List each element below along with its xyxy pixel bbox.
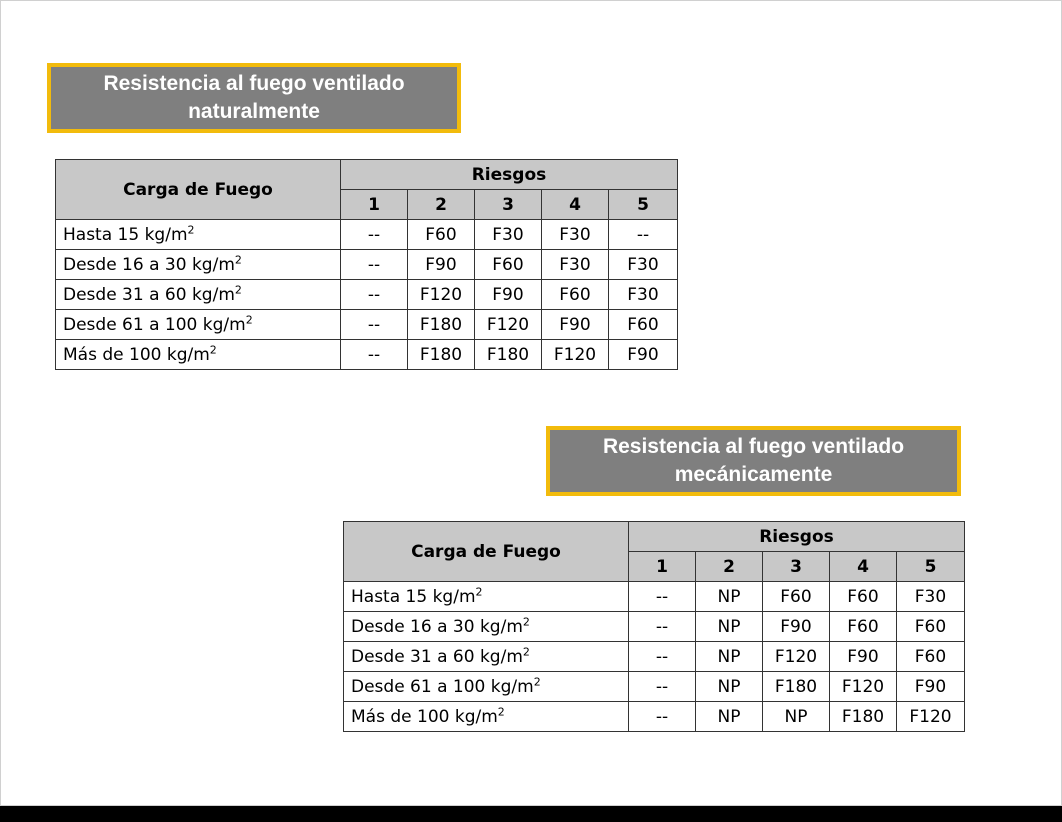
value-cell: F180 [763,672,830,702]
value-cell: NP [696,582,763,612]
table-row [56,340,678,370]
value-cell: F60 [763,582,830,612]
value-cell: F60 [897,642,965,672]
value-cell: F180 [408,310,475,340]
value-cell: -- [629,642,696,672]
title-line-2: mecánicamente [674,463,833,486]
risk-level: 4 [830,552,897,582]
value-cell: -- [629,702,696,732]
value-cell: F120 [830,672,897,702]
table-row [344,672,965,702]
value-cell: -- [341,280,408,310]
value-cell: NP [696,672,763,702]
value-cell: F30 [475,220,542,250]
load-cell: Hasta 15 $kg/m^2$ [344,582,629,612]
title-line-2: naturalmente [188,100,320,123]
risk-level: 5 [609,190,678,220]
title-line-1: Resistencia al fuego ventilado [103,72,405,95]
table-row [344,702,965,732]
title-natural-ventilation [47,63,461,133]
value-cell: F90 [897,672,965,702]
load-header: Carga de Fuego [344,522,629,582]
value-cell: F30 [542,220,609,250]
value-cell: F30 [897,582,965,612]
value-cell: F120 [763,642,830,672]
value-cell: -- [629,672,696,702]
value-cell: F90 [408,250,475,280]
value-cell: F90 [763,612,830,642]
load-cell: Desde 31 a 60 $kg/m^2$ [344,642,629,672]
load-cell: Hasta 15 $kg/m^2$ [56,220,341,250]
value-cell: -- [629,612,696,642]
value-cell: F30 [609,250,678,280]
value-cell: -- [609,220,678,250]
value-cell: F120 [408,280,475,310]
load-cell: Desde 61 a 100 $kg/m^2$ [56,310,341,340]
title-line-1: Resistencia al fuego ventilado [602,435,905,458]
value-cell: NP [763,702,830,732]
value-cell: -- [341,310,408,340]
table-row [56,310,678,340]
value-cell: -- [341,340,408,370]
value-cell: F90 [475,280,542,310]
value-cell: F60 [542,280,609,310]
table-row [344,612,965,642]
value-cell: F60 [408,220,475,250]
value-cell: NP [696,612,763,642]
load-cell: Desde 31 a 60 $kg/m^2$ [56,280,341,310]
risk-level: 1 [341,190,408,220]
value-cell: F30 [542,250,609,280]
load-cell: Más de 100 $kg/m^2$ [56,340,341,370]
risk-header: Riesgos [341,160,678,190]
value-cell: F120 [897,702,965,732]
value-cell: F30 [609,280,678,310]
load-cell: Más de 100 $kg/m^2$ [344,702,629,732]
value-cell: F60 [830,612,897,642]
value-cell: F60 [609,310,678,340]
risk-level: 5 [897,552,965,582]
value-cell: F120 [475,310,542,340]
value-cell: NP [696,702,763,732]
value-cell: -- [341,250,408,280]
risk-header: Riesgos [629,522,965,552]
title-mechanical-ventilation [546,426,961,496]
value-cell: F180 [475,340,542,370]
fire-resistance-table-mechanical [343,521,965,732]
table-row [344,642,965,672]
table-row [56,250,678,280]
risk-level: 1 [629,552,696,582]
load-header: Carga de Fuego [56,160,341,220]
fire-resistance-table-natural [55,159,678,370]
risk-level: 3 [763,552,830,582]
table-row [56,220,678,250]
value-cell: F180 [830,702,897,732]
value-cell: F60 [830,582,897,612]
value-cell: -- [629,582,696,612]
load-cell: Desde 16 a 30 $kg/m^2$ [56,250,341,280]
value-cell: F60 [475,250,542,280]
risk-level: 2 [696,552,763,582]
value-cell: F90 [830,642,897,672]
value-cell: F90 [609,340,678,370]
value-cell: NP [696,642,763,672]
value-cell: F90 [542,310,609,340]
risk-level: 2 [408,190,475,220]
load-cell: Desde 16 a 30 $kg/m^2$ [344,612,629,642]
load-cell: Desde 61 a 100 $kg/m^2$ [344,672,629,702]
risk-level: 3 [475,190,542,220]
table-row [344,582,965,612]
bottom-bar [0,806,1062,822]
value-cell: -- [341,220,408,250]
value-cell: F180 [408,340,475,370]
risk-level: 4 [542,190,609,220]
value-cell: F120 [542,340,609,370]
value-cell: F60 [897,612,965,642]
table-row [56,280,678,310]
